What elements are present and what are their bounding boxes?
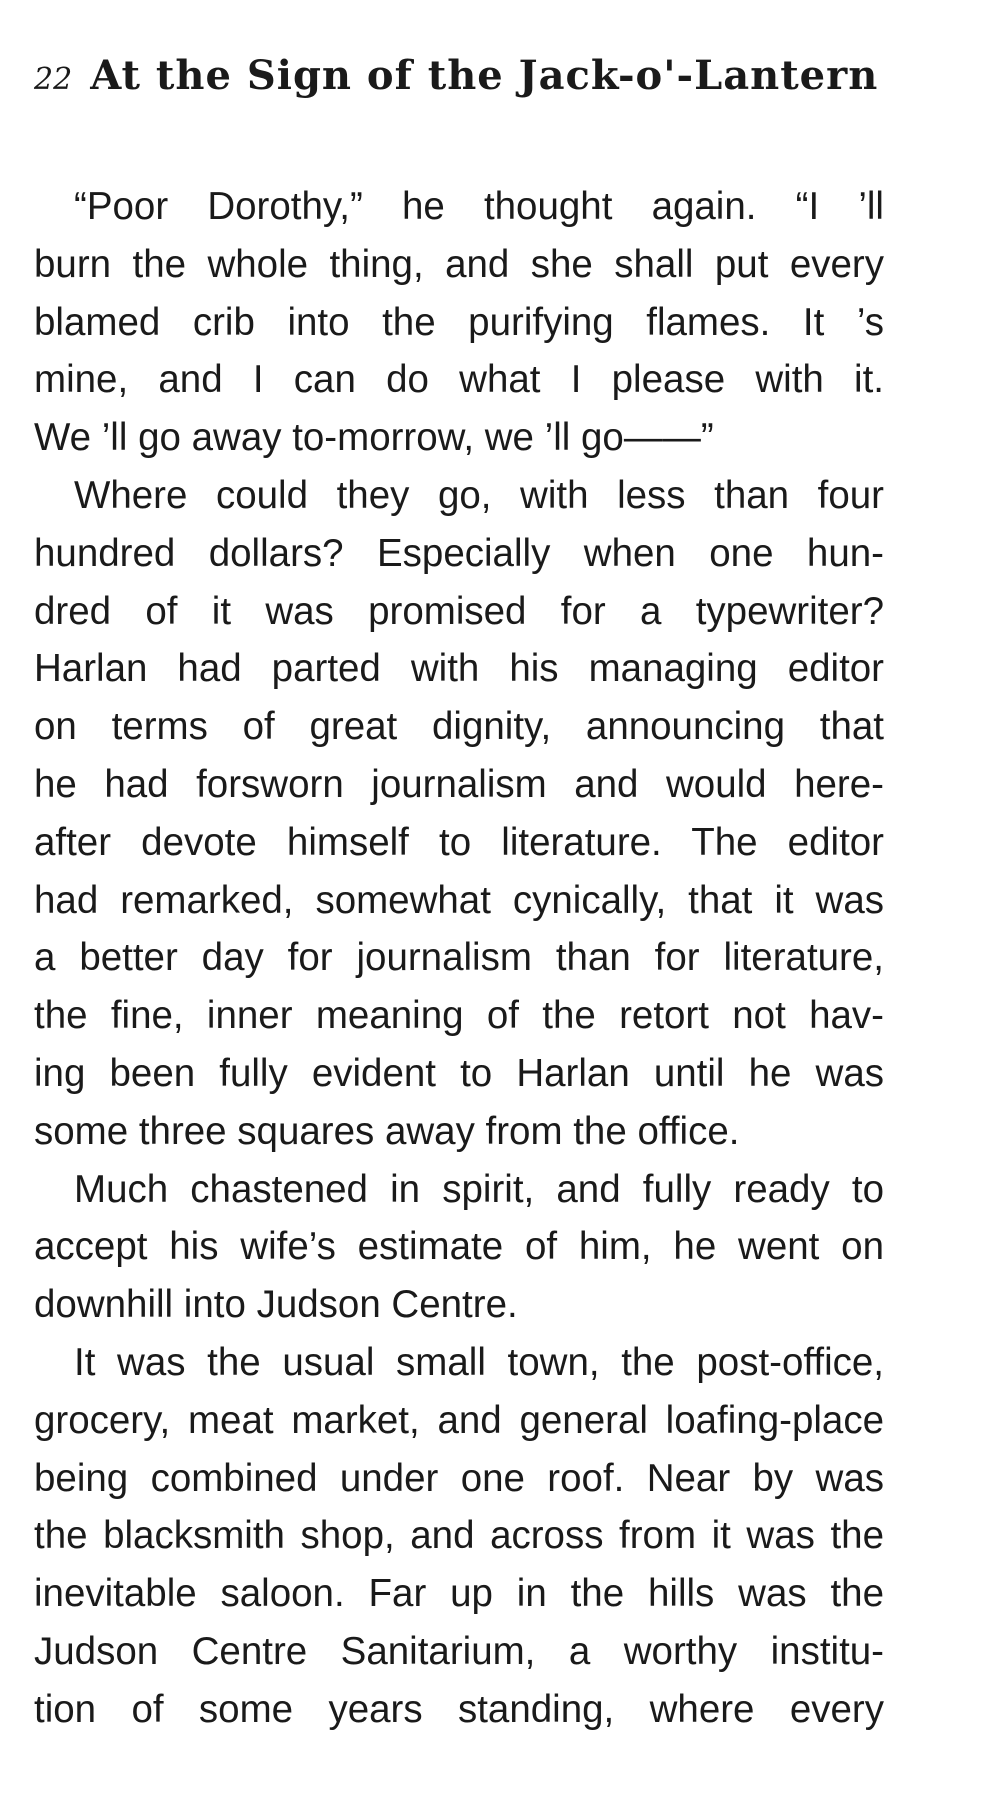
text-line: inevitable saloon. Far up in the hills was the: [34, 1572, 884, 1616]
text-line: being combined under one roof. Near by was: [34, 1456, 884, 1500]
body-text: [34, 178, 884, 1739]
text-line: the fine, inner meaning of the retort not hav-: [34, 994, 884, 1038]
text-line: Where could they go, with less than four: [74, 473, 884, 517]
page-number: 22: [34, 62, 73, 97]
running-title: At the Sign of the Jack-o'-Lantern: [90, 52, 879, 99]
text-line: hundred dollars? Especially when one hun-: [34, 531, 884, 575]
text-line: he had forsworn journalism and would here-: [34, 762, 884, 806]
text-line: burn the whole thing, and she shall put every: [34, 242, 884, 286]
text-line: mine, and I can do what I please with it.: [34, 358, 884, 402]
text-line: Judson Centre Sanitarium, a worthy institu-: [34, 1629, 884, 1673]
text-line: We ’ll go away to-morrow, we ’ll go——”: [34, 416, 714, 460]
text-line: downhill into Judson Centre.: [34, 1283, 518, 1327]
text-line: after devote himself to literature. The editor: [34, 820, 884, 864]
text-line: Much chastened in spirit, and fully ready to: [74, 1167, 884, 1211]
text-line: It was the usual small town, the post-office,: [74, 1340, 884, 1384]
running-head: [34, 52, 934, 112]
text-line: “Poor Dorothy,” he thought again. “I ’ll: [74, 185, 884, 228]
paragraph-4: [34, 1334, 884, 1739]
text-line: ing been fully evident to Harlan until he was: [34, 1051, 884, 1095]
text-line: some three squares away from the office.: [34, 1109, 740, 1153]
text-line: Harlan had parted with his managing editor: [34, 647, 884, 691]
text-line: the blacksmith shop, and across from it was the: [34, 1514, 884, 1558]
text-line: dred of it was promised for a typewriter?: [34, 589, 884, 633]
text-line: on terms of great dignity, announcing that: [34, 705, 884, 749]
paragraph-3: [34, 1161, 884, 1334]
text-line: tion of some years standing, where every: [34, 1687, 884, 1731]
text-line: grocery, meat market, and general loafing-place: [34, 1398, 884, 1442]
text-line: blamed crib into the purifying flames. It ’s: [34, 300, 884, 344]
text-line: accept his wife’s estimate of him, he went on: [34, 1225, 884, 1269]
text-line: had remarked, somewhat cynically, that it was: [34, 878, 884, 922]
text-line: a better day for journalism than for literature,: [34, 936, 884, 980]
paragraph-1: [34, 178, 884, 467]
paragraph-2: [34, 467, 884, 1161]
